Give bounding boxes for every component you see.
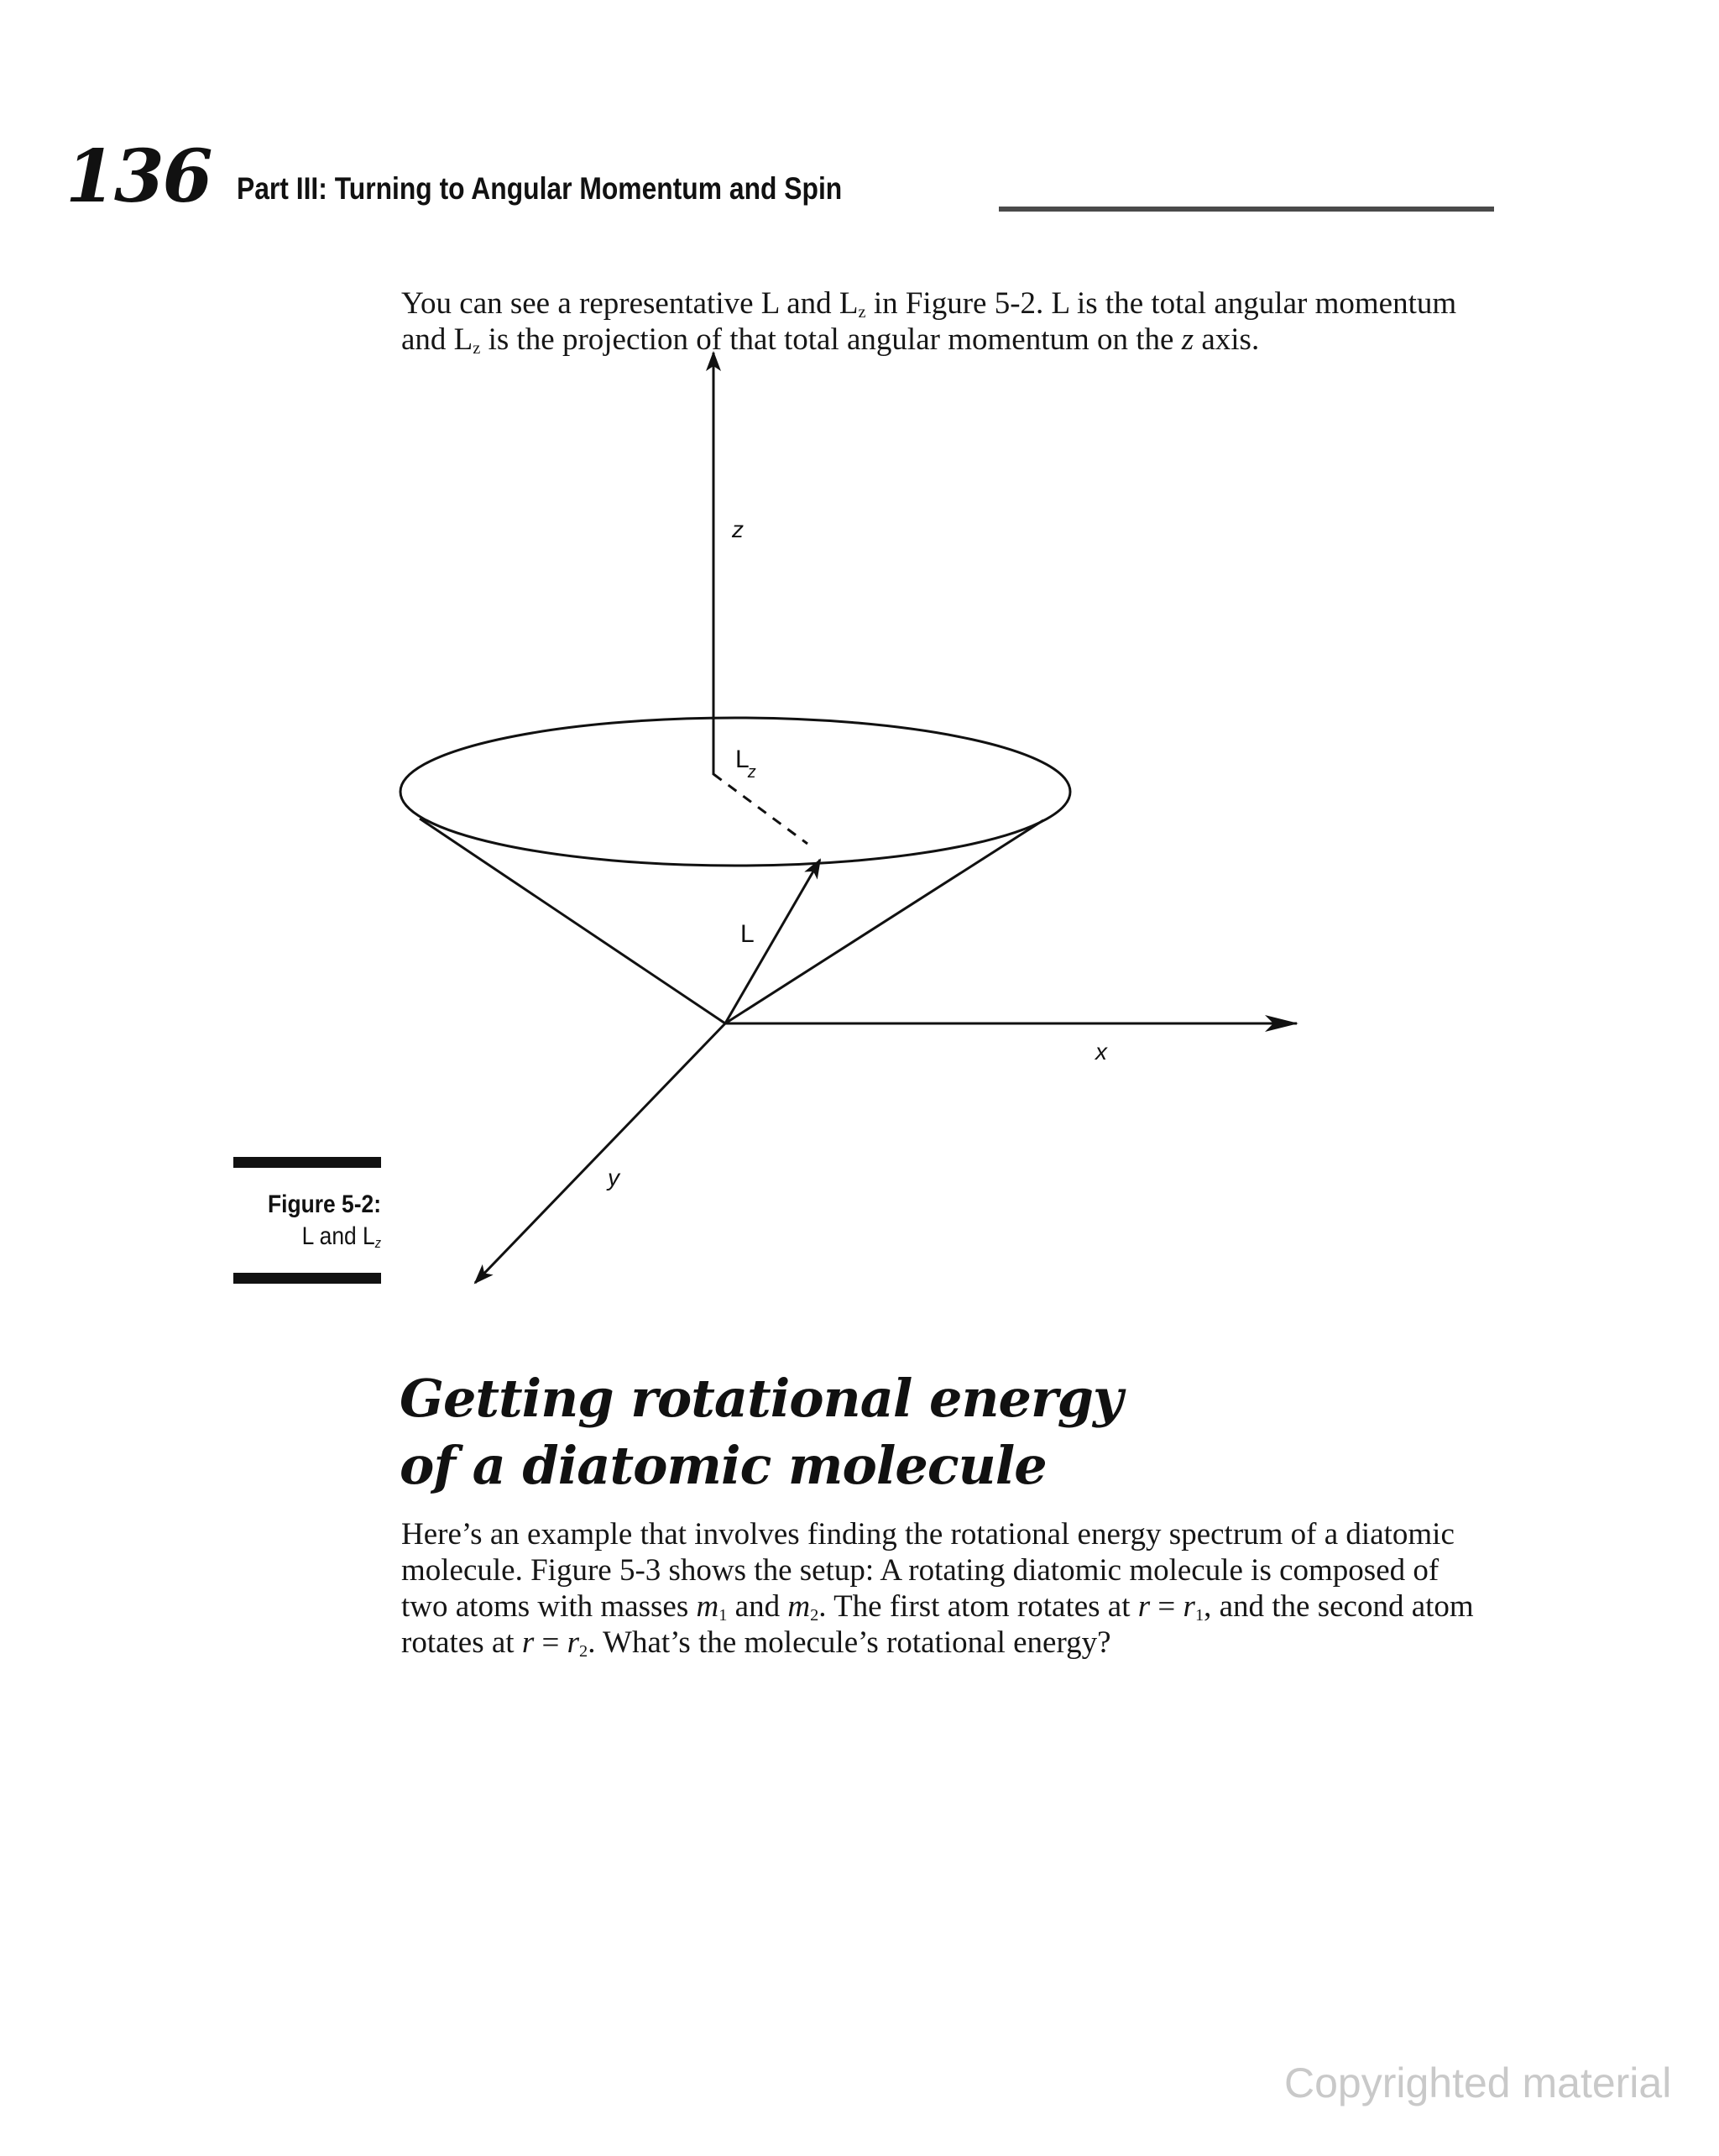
page-number: 136 — [65, 134, 212, 219]
figure-caption-bar-bottom — [233, 1273, 381, 1284]
figure-description: L and $L_z$ — [301, 1222, 381, 1252]
intro-paragraph: You can see a representative L and $L_z$ in Figure 5-2. L is the total angular momentum and $L_z$ is the projection of that total angular momentum on the z axis. — [401, 286, 1457, 358]
lz-label: Lz — [735, 746, 756, 782]
body-paragraph: Here’s an example that involves finding the rotational energy spectrum of a diatomic molecule. Figure 5-3 shows the setup: A rotating diatomic molecule is composed of two atoms with masses $m_1$ and $m_2$. The first atom rotates at $r = r_1$, and the second atom rotates at $r = r_2$. What’s the molecule’s rotational energy? — [401, 1517, 1474, 1661]
running-head: Part III: Turning to Angular Momentum and Spin — [237, 171, 843, 206]
figure-caption — [233, 1189, 381, 1253]
l-vector — [725, 860, 820, 1023]
l-vector-label: L — [740, 920, 755, 948]
y-axis-label: y — [608, 1164, 619, 1191]
section-heading: Getting rotational energy of a diatomic molecule — [400, 1368, 1123, 1496]
cone-right-edge — [725, 820, 1043, 1023]
y-axis-line — [475, 1023, 725, 1283]
z-axis-label: z — [732, 516, 744, 542]
projection-dashed-line — [713, 774, 807, 844]
cone-left-edge — [420, 819, 725, 1023]
figure-caption-bar-top — [233, 1157, 381, 1168]
x-axis-label: x — [1095, 1039, 1107, 1065]
figure-number: Figure 5-2: — [268, 1191, 381, 1218]
copyright-watermark: Copyrighted material — [1284, 2059, 1672, 2106]
